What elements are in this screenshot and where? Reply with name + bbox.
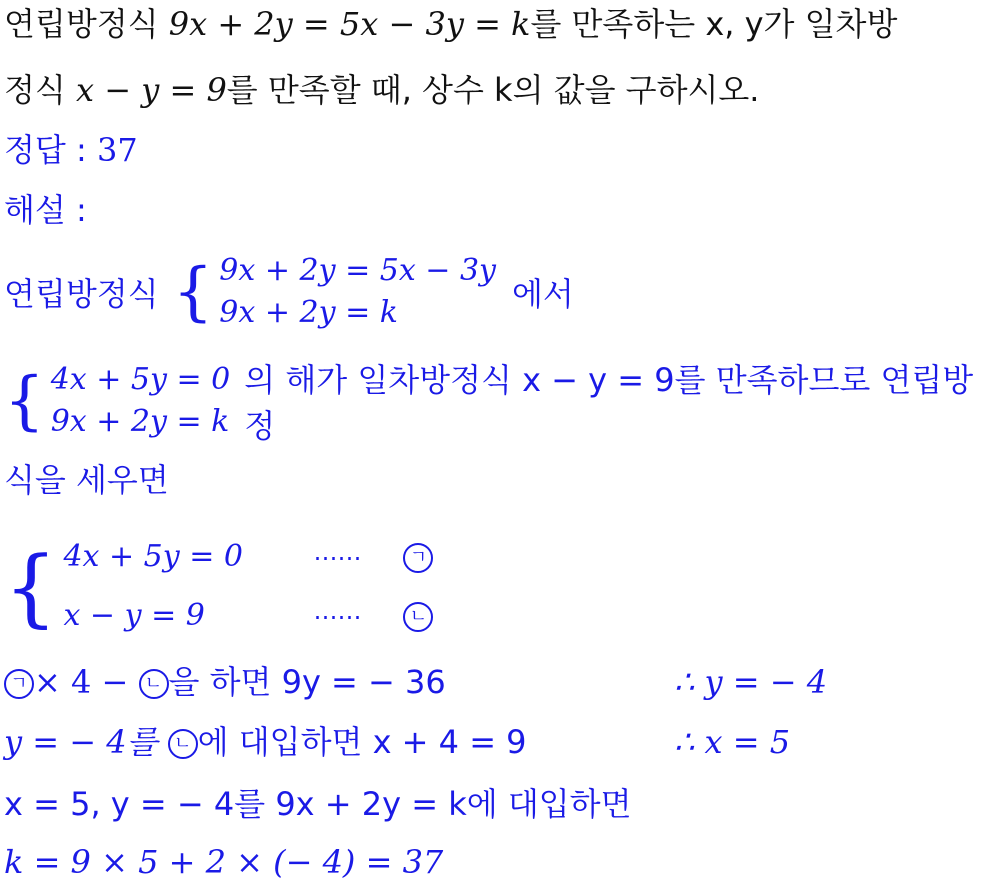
step-2-result-text: ∴ x = 5 [674,723,791,761]
circled-label-1: ㄱ [403,543,433,573]
system-2 [51,359,231,443]
system-2-suffix: 의 해가 일차방정식 x − y = 9를 만족하므로 연립방정 [244,361,974,445]
question-line-2 [4,70,759,110]
step-4-text: k = 9 × 5 + 2 × (− 4) = 37 [4,843,444,881]
left-brace: { [4,364,45,438]
step-1-line [4,662,446,702]
system-3-row-1 [63,528,433,587]
question-equation: x − y = 9 [76,71,227,109]
circled-label-2: ㄴ [168,729,198,759]
system-1 [219,250,496,334]
step-1-operation: × 4 − [34,663,139,701]
answer-line [4,130,138,170]
step-4-line [4,842,443,882]
system-3-block [4,528,433,646]
explanation-label-text: 해설 : [4,191,87,229]
step-1-result [674,662,827,702]
system-2-row-1: 4x + 5y = 0 [50,362,231,397]
system-1-row-2: 9x + 2y = k [219,295,398,330]
system-1-prefix: 연립방정식 [4,275,159,313]
circled-label-2: ㄴ [403,602,433,632]
left-brace: { [4,538,58,636]
question-text: 를 만족하는 x, y가 일차방 [530,5,898,43]
ellipsis: ⋯⋯ [313,544,362,572]
system-2-row-2: 9x + 2y = k [50,404,230,439]
setup-text: 식을 세우면 [4,461,169,499]
step-1-result-text: ∴ y = − 4 [674,663,828,701]
system-3 [63,528,433,646]
step-3-text: x = 5, y = − 4를 9x + 2y = k에 대입하면 [4,785,632,823]
setup-line [4,460,169,500]
step-2-text: 에 대입하면 x + 4 = 9 [197,723,527,761]
left-brace: { [172,255,214,329]
answer-value: 37 [96,131,138,169]
answer-label: 정답 : [4,131,97,169]
circled-label-1: ㄱ [4,669,34,699]
system-1-row-1: 9x + 2y = 5x − 3y [219,253,496,288]
step-3-line [4,784,632,824]
equation-2: x − y = 9 [63,598,205,633]
system-1-block [4,250,574,334]
system-3-row-2 [63,587,433,646]
circled-label-2: ㄴ [139,669,169,699]
step-1-text: 을 하면 9y = − 36 [168,663,446,701]
question-text: 연립방정식 [4,5,169,43]
question-line-1 [4,4,897,44]
ellipsis: ⋯⋯ [313,603,362,631]
explanation-label [4,190,87,230]
step-2-substitution: y = − 4를 [4,723,168,761]
step-2-result [674,722,790,762]
system-1-suffix: 에서 [512,275,574,313]
question-text: 정식 [4,71,76,109]
step-2-line [4,722,527,762]
system-2-block [4,355,993,447]
question-text: 를 만족할 때, 상수 k의 값을 구하시오. [226,71,760,109]
equation-1: 4x + 5y = 0 [63,539,243,574]
question-equation: 9x + 2y = 5x − 3y = k [168,5,531,43]
